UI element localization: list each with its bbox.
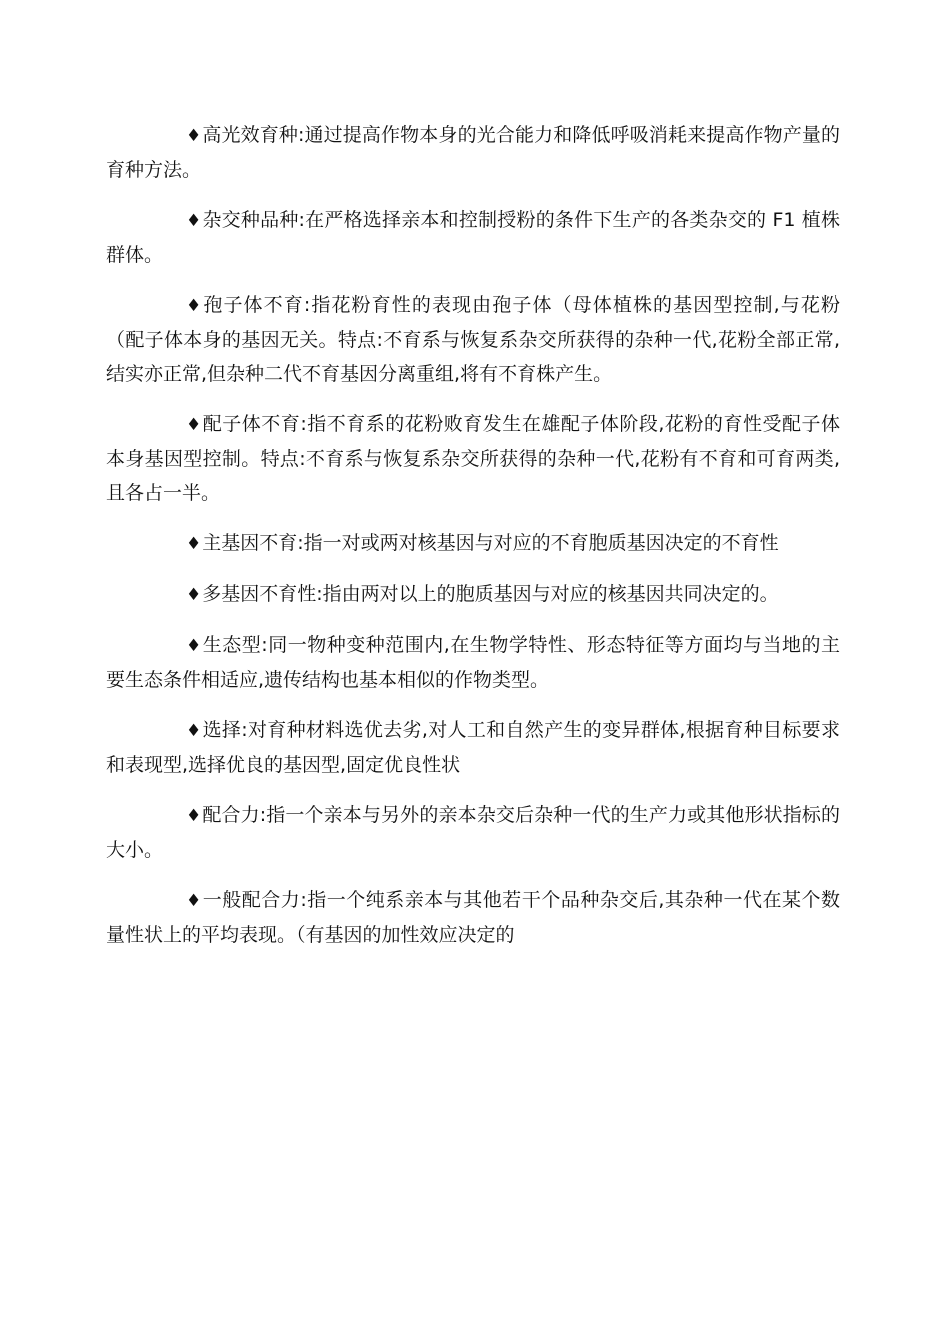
entry-sporophytic-sterility (106, 288, 840, 391)
diamond-bullet-icon: ♦ (186, 211, 202, 231)
entry-definition: :在严格选择亲本和控制授粉的条件下生产的各类杂交的 F1 植株群体。 (106, 209, 840, 266)
entry-selection (106, 713, 840, 782)
diamond-bullet-icon: ♦ (186, 806, 202, 826)
entry-term: 主基因不育 (202, 532, 298, 554)
diamond-bullet-icon: ♦ (186, 891, 202, 911)
entry-hybrid-variety (106, 203, 840, 272)
entry-definition: :指一对或两对核基因与对应的不育胞质基因决定的不育性 (297, 532, 779, 554)
entry-definition: :通过提高作物本身的光合能力和降低呼吸消耗来提高作物产量的育种方法。 (106, 124, 840, 181)
entry-definition: :指由两对以上的胞质基因与对应的核基因共同决定的。 (316, 583, 779, 605)
entry-term: 选择 (202, 719, 242, 741)
diamond-bullet-icon: ♦ (186, 126, 202, 146)
diamond-bullet-icon: ♦ (186, 585, 202, 605)
diamond-bullet-icon: ♦ (186, 296, 202, 316)
entry-term: 配子体不育 (202, 413, 301, 435)
entry-definition: :对育种材料选优去劣,对人工和自然产生的变异群体,根据育种目标要求和表现型,选择优良的基因型,固定优良性状 (106, 719, 840, 776)
entry-definition: :指花粉育性的表现由孢子体（母体植株的基因型控制,与花粉（配子体本身的基因无关。特点:不育系与恢复系杂交所获得的杂种一代,花粉全部正常,结实亦正常,但杂种二代不育基因分离重组,将有不育株产生。 (106, 294, 840, 385)
entry-definition: :指不育系的花粉败育发生在雄配子体阶段,花粉的育性受配子体本身基因型控制。特点:不育系与恢复系杂交所获得的杂种一代,花粉有不育和可育两类,且各占一半。 (106, 413, 840, 504)
diamond-bullet-icon: ♦ (186, 636, 202, 656)
entry-definition: :同一物种变种范围内,在生物学特性、形态特征等方面均与当地的主要生态条件相适应,遗传结构也基本相似的作物类型。 (106, 634, 840, 691)
entry-term: 多基因不育性 (202, 583, 317, 605)
diamond-bullet-icon: ♦ (186, 721, 202, 741)
entry-combining-ability (106, 798, 840, 867)
document-body (106, 118, 840, 968)
entry-term: 一般配合力 (202, 889, 301, 911)
entry-term: 高光效育种 (202, 124, 299, 146)
diamond-bullet-icon: ♦ (186, 415, 202, 435)
entry-term: 孢子体不育 (202, 294, 304, 316)
entry-gametophytic-sterility (106, 407, 840, 510)
entry-definition: :指一个纯系亲本与其他若干个品种杂交后,其杂种一代在某个数量性状上的平均表现。（有基因的加性效应决定的 (106, 889, 840, 946)
entry-term: 生态型 (202, 634, 262, 656)
entry-definition: :指一个亲本与另外的亲本杂交后杂种一代的生产力或其他形状指标的大小。 (106, 804, 840, 861)
entry-major-gene-sterility (106, 526, 840, 561)
entry-high-photosynthetic-breeding (106, 118, 840, 187)
entry-ecotype (106, 628, 840, 697)
diamond-bullet-icon: ♦ (186, 534, 202, 554)
entry-term: 杂交种品种 (202, 209, 299, 231)
entry-polygenic-sterility (106, 577, 840, 612)
entry-term: 配合力 (202, 804, 260, 826)
entry-general-combining-ability (106, 883, 840, 952)
